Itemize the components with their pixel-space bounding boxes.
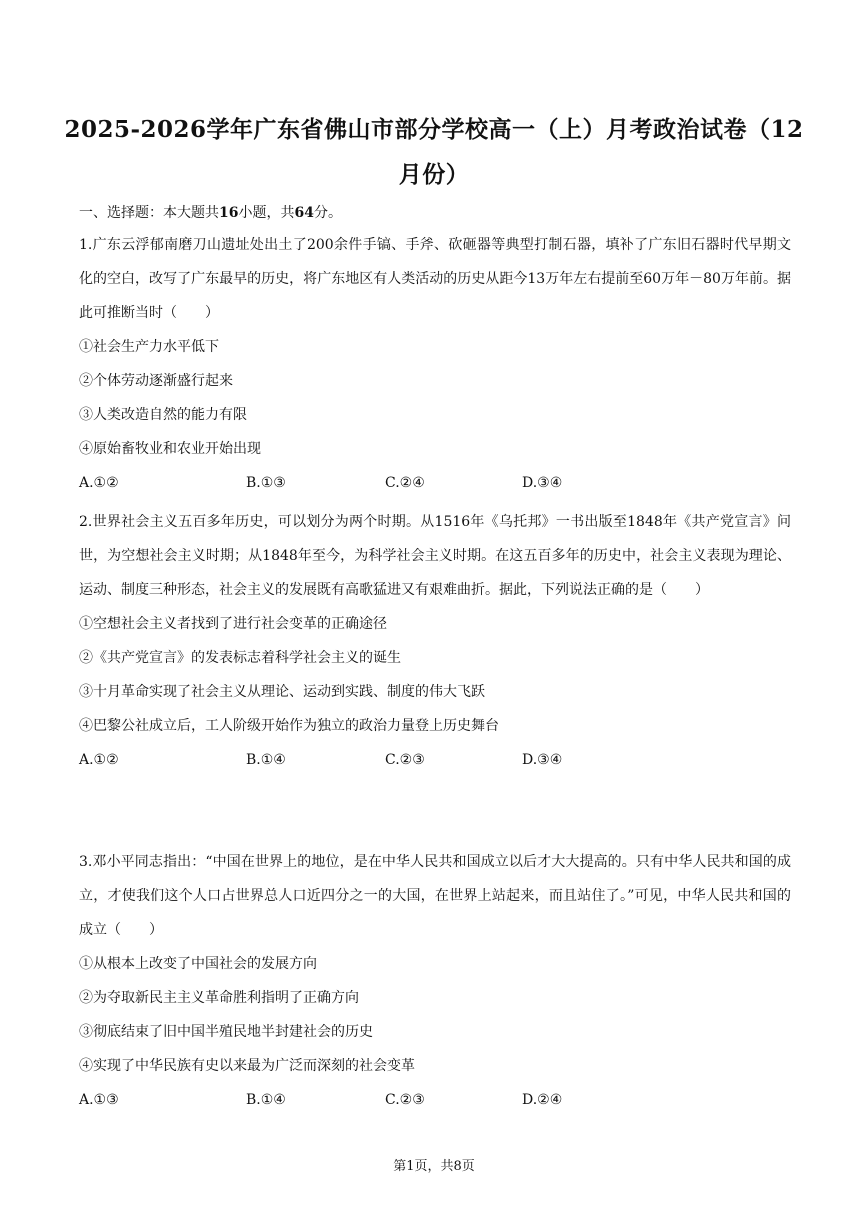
section-heading-suffix: 分。 <box>313 205 342 221</box>
question-3 <box>79 845 791 1117</box>
statement-option: ③彻底结束了旧中国半殖民地半封建社会的历史 <box>79 1024 373 1040</box>
statement-option: ①从根本上改变了中国社会的发展方向 <box>79 956 317 972</box>
exam-title-line-1: 2025-2026学年广东省佛山市部分学校高一（上）月考政治试卷（12 <box>64 116 804 143</box>
statement-option: ②为夺取新民主主义革命胜利指明了正确方向 <box>79 990 359 1006</box>
choice-b: B.①④ <box>246 752 286 768</box>
statement-option: ④巴黎公社成立后，工人阶级开始作为独立的政治力量登上历史舞台 <box>79 718 499 734</box>
statement-option: ①空想社会主义者找到了进行社会变革的正确途径 <box>79 616 387 632</box>
question-stem: 2.世界社会主义五百多年历史，可以划分为两个时期。从1516年《乌托邦》一书出版至1848年《共产党宣言》问世，为空想社会主义时期；从1848年至今，为科学社会主义时期。在这五百多年的历史中，社会主义表现为理论、运动、制度三种形态，社会主义的发展既有高歌猛进又有艰难曲折。据此，下列说法正确的是（ ） <box>79 514 791 598</box>
section-total-score: 64 <box>294 205 314 221</box>
choice-c: C.②③ <box>385 1092 425 1108</box>
choice-a: A.①③ <box>79 1092 119 1108</box>
statement-option: ②个体劳动逐渐盛行起来 <box>79 373 233 389</box>
section-heading <box>79 202 342 224</box>
statement-option: ①社会生产力水平低下 <box>79 339 219 355</box>
answer-choices <box>79 743 791 777</box>
question-2 <box>79 505 791 777</box>
question-stem: 1.广东云浮郁南磨刀山遗址处出土了200余件手镐、手斧、砍砸器等典型打制石器，填补了广东旧石器时代早期文化的空白，改写了广东最早的历史，将广东地区有人类活动的历史从距今13万年左右提前至60万年－80万年前。据此可推断当时（ ） <box>79 237 791 321</box>
question-1 <box>79 228 791 500</box>
question-stem: 3.邓小平同志指出：“中国在世界上的地位，是在中华人民共和国成立以后才大大提高的。只有中华人民共和国的成立，才使我们这个人口占世界总人口近四分之一的大国，在世界上站起来，而且站住了。”可见，中华人民共和国的成立（ ） <box>79 854 791 938</box>
section-heading-prefix: 一、选择题：本大题共 <box>79 205 219 221</box>
choice-a: A.①② <box>79 475 119 491</box>
choice-a: A.①② <box>79 752 119 768</box>
statement-option: ④原始畜牧业和农业开始出现 <box>79 441 261 457</box>
statement-option: ④实现了中华民族有史以来最为广泛而深刻的社会变革 <box>79 1058 415 1074</box>
exam-title-line-2: 月份） <box>398 161 470 188</box>
statement-option: ②《共产党宣言》的发表标志着科学社会主义的诞生 <box>79 650 401 666</box>
choice-b: B.①④ <box>246 1092 286 1108</box>
choice-c: C.②③ <box>385 752 425 768</box>
choice-c: C.②④ <box>385 475 425 491</box>
page-number-footer: 第1页，共8页 <box>393 1159 475 1174</box>
answer-choices <box>79 466 791 500</box>
section-heading-mid: 小题，共 <box>238 205 295 221</box>
statement-option: ③十月革命实现了社会主义从理论、运动到实践、制度的伟大飞跃 <box>79 684 485 700</box>
answer-choices <box>79 1083 791 1117</box>
statement-option: ③人类改造自然的能力有限 <box>79 407 247 423</box>
choice-d: D.②④ <box>522 1092 563 1108</box>
choice-d: D.③④ <box>522 475 563 491</box>
section-question-count: 16 <box>219 205 239 221</box>
choice-d: D.③④ <box>522 752 563 768</box>
choice-b: B.①③ <box>246 475 286 491</box>
